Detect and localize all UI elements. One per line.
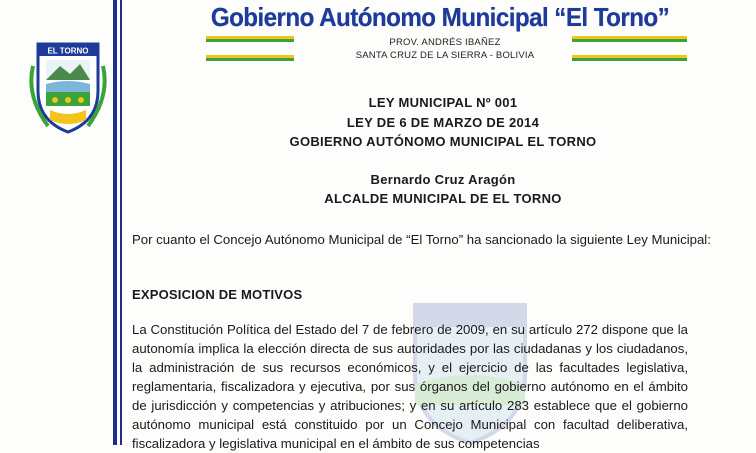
body-paragraph: La Constitución Política del Estado del 7 de febrero de 2009, en su artículo 272 dispone que la autonomía implica la elección directa de sus autoridades por las ciudadanas y los ciudadanos, la administración de sus recursos económicos, y el ejercicio de las facultades legislativa, reglamentaria, fiscalizadora y ejecutiva, por sus órganos del gobierno autónomo en el ámbito de jurisdicción y competencias y atribuciones; y en su artículo 283 establece que el gobierno autónomo municipal está constituido por un Concejo Municipal con facultad deliberativa, fiscalizadora y legislativa municipal en el ámbito de sus competencias bbox=[132, 322, 688, 451]
header-province: PROV. ANDRÉS IBAÑEZ bbox=[389, 37, 501, 48]
page-title: Gobierno Autónomo Municipal “El Torno” bbox=[210, 2, 670, 32]
law-issuer: GOBIERNO AUTÓNOMO MUNICIPAL EL TORNO bbox=[289, 134, 597, 149]
header-location: SANTA CRUZ DE LA SIERRA - BOLIVIA bbox=[355, 50, 535, 61]
mayor-name: Bernardo Cruz Aragón bbox=[370, 172, 516, 187]
header-band bbox=[206, 55, 294, 61]
header-band bbox=[206, 36, 294, 42]
mayor-title: ALCALDE MUNICIPAL DE EL TORNO bbox=[324, 191, 562, 206]
law-date: LEY DE 6 DE MARZO DE 2014 bbox=[346, 115, 540, 130]
municipal-coat-of-arms-icon bbox=[28, 36, 108, 136]
margin-rule-thick bbox=[113, 0, 117, 445]
intro-paragraph: Por cuanto el Concejo Autónomo Municipal de “El Torno” ha sancionado la siguiente Ley Municipal: bbox=[132, 232, 711, 247]
svg-text:EL TORNO: EL TORNO bbox=[47, 46, 89, 56]
law-number: LEY MUNICIPAL Nº 001 bbox=[368, 95, 518, 110]
section-heading: EXPOSICION DE MOTIVOS bbox=[132, 287, 303, 302]
margin-rule-thin bbox=[120, 0, 122, 445]
